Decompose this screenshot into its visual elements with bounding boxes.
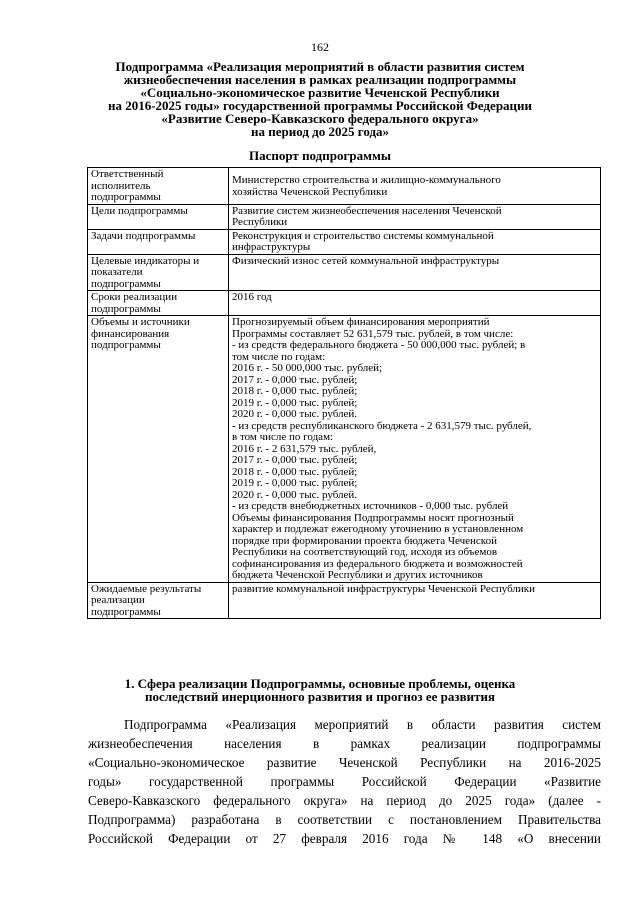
row-label-cell [88, 168, 229, 205]
value-line: характер и подлежат ежегодному уточнению в установленном [232, 523, 524, 535]
value-line: Физический износ сетей коммунальной инфраструктуры [232, 254, 500, 267]
row-label-cell [88, 316, 229, 583]
label-line: финансирования [91, 327, 170, 340]
label-line: подпрограммы [91, 302, 161, 315]
body-paragraph [88, 715, 601, 848]
value-line: Прогнозируемый объем финансирования мероприятий [232, 316, 490, 328]
value-line: Развитие систем жизнеобеспечения населения Чеченской [232, 204, 502, 217]
passport-heading: Паспорт подпрограммы [249, 148, 391, 163]
value-line: 2016 г. - 50 000,000 тыс. рублей; [232, 362, 383, 374]
value-line: 2019 г. - 0,000 тыс. рублей; [232, 477, 358, 489]
value-line: софинансирования из федерального бюджета и возможностей [232, 557, 523, 570]
label-line: подпрограммы [91, 277, 161, 290]
label-line: подпрограммы [91, 605, 161, 618]
value-line: порядке при формировании проекта бюджета Чеченской [232, 534, 497, 547]
passport-table [87, 167, 601, 619]
table-row [88, 254, 601, 291]
row-label-cell [88, 291, 229, 316]
value-line: 2020 г. - 0,000 тыс. рублей. [232, 408, 358, 420]
title-line: «Развитие Северо-Кавказского федерального округа» [161, 111, 479, 126]
section-heading-line: 1. Сфера реализации Подпрограммы, основные проблемы, оценка [124, 676, 516, 691]
paragraph-line: Российской Федерации от 27 февраля 2016 года № 148 «О внесении [88, 831, 601, 846]
value-line: в том числе по годам: [232, 431, 334, 443]
value-line: 2016 год [232, 291, 272, 303]
value-line: - из средств внебюджетных источников - 0,000 тыс. рублей [232, 500, 509, 512]
title-line: Подпрограмма «Реализация мероприятий в области развития систем [115, 59, 525, 74]
label-line: Ожидаемые результаты [91, 582, 202, 595]
value-line: том числе по годам: [232, 350, 326, 363]
label-line: Объемы и источники [91, 316, 190, 328]
table-row [88, 229, 601, 254]
row-label-cell [88, 254, 229, 291]
section-heading [70, 677, 570, 703]
label-line: реализации [91, 594, 145, 606]
title-line: на 2016-2025 годы» государственной программы Российской Федерации [107, 98, 533, 113]
paragraph-line: годы» государственной программы Российской Федерации «Развитие [88, 774, 601, 789]
value-line: 2017 г. - 0,000 тыс. рублей; [232, 373, 358, 386]
title-line: на период до 2025 года» [250, 124, 390, 139]
row-value-cell [229, 229, 601, 254]
table-row [88, 204, 601, 229]
label-line: Ответственный [91, 168, 164, 180]
label-line: Целевые индикаторы и [91, 254, 200, 267]
section-heading-line: последствий инерционного развития и прогноз ее развития [144, 689, 496, 704]
row-label-cell [88, 582, 229, 619]
value-line: - из средств федерального бюджета - 50 000,000 тыс. рублей; в [232, 339, 526, 351]
value-line: 2018 г. - 0,000 тыс. рублей; [232, 465, 358, 478]
table-row [88, 168, 601, 205]
value-line: - из средств республиканского бюджета - 2 631,579 тыс. рублей, [232, 419, 532, 432]
value-line: бюджета Чеченской Республики и других источников [232, 569, 483, 581]
value-line: хозяйства Чеченской Республики [232, 185, 388, 198]
row-value-cell [229, 582, 601, 619]
row-value-cell [229, 291, 601, 316]
label-line: Задачи подпрограммы [91, 229, 196, 242]
row-label-cell [88, 229, 229, 254]
value-line: инфраструктуры [232, 241, 311, 253]
value-line: 2019 г. - 0,000 тыс. рублей; [232, 396, 358, 409]
value-line: Республики на соответствующий год, исходя из объемов [232, 546, 498, 558]
paragraph-line: «Социально-экономическое развитие Чеченской Республики на 2016-2025 [88, 755, 601, 770]
label-line: Цели подпрограммы [91, 204, 188, 217]
paragraph-line: Подпрограмма) разработана в соответствии с постановлением Правительства [88, 812, 601, 827]
row-value-cell [229, 204, 601, 229]
value-line: Республики [232, 216, 288, 228]
label-line: исполнитель [91, 179, 151, 192]
value-line: Реконструкция и строительство системы коммунальной [232, 229, 494, 242]
table-row [88, 582, 601, 619]
value-line: Министерство строительства и жилищно-коммунального [232, 174, 501, 186]
page-number: 162 [311, 40, 329, 54]
value-line: развитие коммунальной инфраструктуры Чеченской Республики [232, 582, 536, 595]
value-line: 2018 г. - 0,000 тыс. рублей; [232, 385, 358, 397]
row-value-cell [229, 316, 601, 583]
label-line: показатели [91, 266, 143, 278]
row-value-cell [229, 254, 601, 291]
value-line: 2016 г. - 2 631,579 тыс. рублей, [232, 442, 377, 455]
value-line: 2017 г. - 0,000 тыс. рублей; [232, 454, 358, 466]
value-line: Объемы финансирования Подпрограммы носят прогнозный [232, 511, 514, 524]
document-title [70, 60, 570, 138]
title-line: жизнеобеспечения населения в рамках реализации подпрограммы [123, 72, 517, 87]
label-line: Сроки реализации [91, 291, 178, 303]
table-row [88, 316, 601, 583]
paragraph-line: жизнеобеспечения населения в рамках реализации подпрограммы [88, 736, 601, 751]
value-line: 2020 г. - 0,000 тыс. рублей. [232, 488, 358, 501]
row-label-cell [88, 204, 229, 229]
row-value-cell [229, 168, 601, 205]
paragraph-line: Подпрограмма «Реализация мероприятий в области развития систем [124, 717, 601, 732]
label-line: подпрограммы [91, 339, 161, 351]
paragraph-line: Северо-Кавказского федерального округа» на период до 2025 года» (далее - [88, 793, 601, 808]
value-line: Программы составляет 52 631,579 тыс. рублей, в том числе: [232, 327, 514, 340]
table-row [88, 291, 601, 316]
label-line: подпрограммы [91, 191, 161, 203]
title-line: «Социально-экономическое развитие Чеченской Республики [140, 85, 500, 100]
